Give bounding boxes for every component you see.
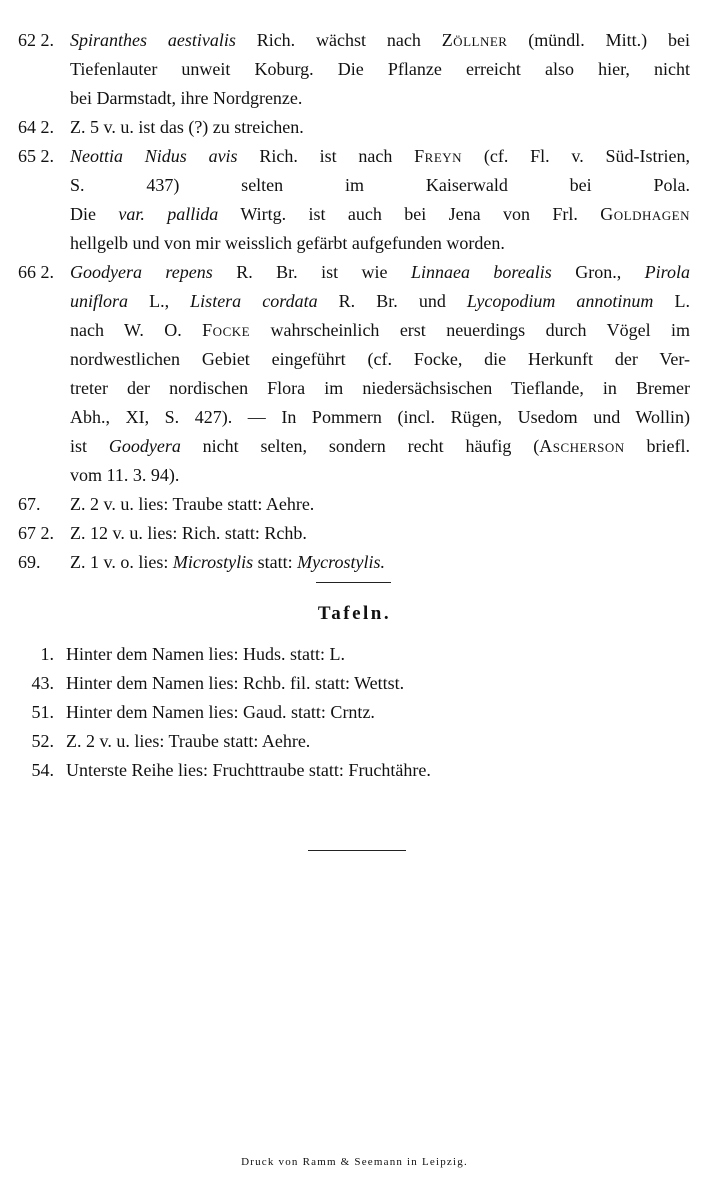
italic-term: Spiranthes aestivalis bbox=[70, 30, 236, 50]
entry-text bbox=[70, 142, 690, 258]
italic-term: Goodyera bbox=[108, 436, 181, 456]
text-line bbox=[70, 171, 690, 200]
tafel-entry bbox=[18, 698, 618, 727]
text-run: L. bbox=[653, 291, 691, 311]
text-run: L., bbox=[128, 291, 191, 311]
text-run: statt: bbox=[253, 552, 298, 572]
text-run: Rich. ist nach bbox=[237, 146, 415, 166]
text-run: S. 437) selten im Kaiserwald bei Pola. bbox=[70, 175, 690, 195]
text-line bbox=[70, 548, 690, 577]
entry-text bbox=[70, 548, 690, 577]
tafel-entry bbox=[18, 727, 618, 756]
errata-entries bbox=[18, 26, 690, 577]
tafel-number: 1. bbox=[40, 644, 54, 664]
text-run: Gron., bbox=[551, 262, 645, 282]
text-run: Z. 12 v. u. lies: Rich. statt: Rchb. bbox=[70, 523, 307, 543]
entry-number: 67. bbox=[18, 494, 41, 514]
errata-entry bbox=[18, 519, 690, 548]
entry-text bbox=[70, 258, 690, 490]
text-run: Tiefenlauter unweit Koburg. Die Pflanze erreicht also hier, nicht bbox=[70, 59, 690, 79]
author-name: Freyn bbox=[414, 146, 463, 166]
text-run: R. Br. ist wie bbox=[212, 262, 411, 282]
text-run: (mündl. Mitt.) bei bbox=[507, 30, 690, 50]
author-name: Ascherson bbox=[539, 436, 625, 456]
text-line bbox=[70, 142, 690, 171]
errata-entry bbox=[18, 490, 690, 519]
italic-term: Lycopodium annotinum bbox=[466, 291, 654, 311]
tafel-number: 52. bbox=[31, 731, 54, 751]
errata-entry bbox=[18, 142, 690, 258]
text-line bbox=[70, 229, 690, 258]
author-name: Focke bbox=[202, 320, 251, 340]
text-line bbox=[70, 432, 690, 461]
text-run: treter der nordischen Flora im niedersächsischen Tieflande, in Bremer bbox=[70, 378, 690, 398]
entry-number: 62 2. bbox=[18, 30, 54, 50]
text-line bbox=[70, 519, 690, 548]
tafel-number: 51. bbox=[31, 702, 54, 722]
text-run: Z. 1 v. o. lies: bbox=[70, 552, 173, 572]
entry-number: 65 2. bbox=[18, 146, 54, 166]
italic-term: uniflora bbox=[70, 291, 129, 311]
text-run: nicht selten, sondern recht häufig ( bbox=[180, 436, 540, 456]
text-line bbox=[70, 258, 690, 287]
text-run: bei Darmstadt, ihre Nordgrenze. bbox=[70, 88, 303, 108]
text-run: Z. 2 v. u. lies: Traube statt: Aehre. bbox=[70, 494, 315, 514]
end-divider bbox=[308, 850, 406, 851]
text-run: Rich. wächst nach bbox=[235, 30, 442, 50]
italic-term: Microstylis bbox=[172, 552, 254, 572]
tafel-number: 54. bbox=[31, 760, 54, 780]
italic-term: Linnaea borealis bbox=[410, 262, 552, 282]
text-run: Abh., XI, S. 427). — In Pommern (incl. Rügen, Usedom und Wollin) bbox=[70, 407, 690, 427]
tafel-text: Unterste Reihe lies: Fruchttraube statt: Fruchtähre. bbox=[66, 760, 431, 780]
text-line bbox=[70, 113, 690, 142]
text-run: hellgelb und von mir weisslich gefärbt aufgefunden worden. bbox=[70, 233, 505, 253]
errata-entry bbox=[18, 548, 690, 577]
tafel-text: Hinter dem Namen lies: Huds. statt: L. bbox=[66, 644, 345, 664]
entry-text bbox=[70, 113, 690, 142]
printer-imprint: Druck von Ramm & Seemann in Leipzig. bbox=[241, 1156, 468, 1168]
italic-term: Goodyera repens bbox=[70, 262, 213, 282]
tafel-number: 43. bbox=[31, 673, 54, 693]
text-line bbox=[70, 316, 690, 345]
errata-entry bbox=[18, 258, 690, 490]
entry-number: 64 2. bbox=[18, 117, 54, 137]
text-run: wahrscheinlich erst neuerdings durch Vögel im bbox=[250, 320, 690, 340]
text-run: vom 11. 3. 94). bbox=[70, 465, 180, 485]
text-run: (cf. Fl. v. Süd-Istrien, bbox=[462, 146, 691, 166]
text-line bbox=[70, 374, 690, 403]
tafel-text: Hinter dem Namen lies: Rchb. fil. statt: Wettst. bbox=[66, 673, 405, 693]
italic-term: Neottia Nidus avis bbox=[70, 146, 238, 166]
tafel-entry bbox=[18, 756, 618, 785]
text-line bbox=[70, 200, 690, 229]
italic-term: Listera cordata bbox=[190, 291, 318, 311]
text-line bbox=[70, 490, 690, 519]
tafel-entry bbox=[18, 640, 618, 669]
tafel-text: Z. 2 v. u. lies: Traube statt: Aehre. bbox=[66, 731, 311, 751]
tafeln-list bbox=[18, 640, 618, 785]
entry-number: 66 2. bbox=[18, 262, 54, 282]
text-run: ist bbox=[70, 436, 109, 456]
italic-term: var. pallida bbox=[118, 204, 219, 224]
text-line bbox=[70, 55, 690, 84]
author-name: Zöllner bbox=[441, 30, 508, 50]
text-run: briefl. bbox=[624, 436, 690, 456]
errata-entry bbox=[18, 26, 690, 113]
text-run: Z. 5 v. u. ist das (?) zu streichen. bbox=[70, 117, 304, 137]
entry-number: 69. bbox=[18, 552, 41, 572]
entry-text bbox=[70, 490, 690, 519]
text-line bbox=[70, 461, 690, 490]
text-line bbox=[70, 403, 690, 432]
text-run: nordwestlichen Gebiet eingeführt (cf. Focke, die Herkunft der Ver- bbox=[70, 349, 690, 369]
entry-number: 67 2. bbox=[18, 523, 54, 543]
section-divider bbox=[316, 582, 391, 583]
text-line bbox=[70, 287, 690, 316]
errata-entry bbox=[18, 113, 690, 142]
entry-text bbox=[70, 519, 690, 548]
italic-term: Mycrostylis. bbox=[297, 552, 385, 572]
entry-text bbox=[70, 26, 690, 113]
text-line bbox=[70, 84, 690, 113]
text-run: Die bbox=[70, 204, 119, 224]
text-run: nach W. O. bbox=[70, 320, 203, 340]
tafel-text: Hinter dem Namen lies: Gaud. statt: Crntz. bbox=[66, 702, 375, 722]
text-line bbox=[70, 26, 690, 55]
text-run: R. Br. und bbox=[317, 291, 467, 311]
tafel-entry bbox=[18, 669, 618, 698]
author-name: Goldhagen bbox=[600, 204, 690, 224]
text-run: Wirtg. ist auch bei Jena von Frl. bbox=[218, 204, 601, 224]
text-line bbox=[70, 345, 690, 374]
italic-term: Pirola bbox=[644, 262, 690, 282]
tafeln-heading: Tafeln. bbox=[317, 603, 392, 624]
